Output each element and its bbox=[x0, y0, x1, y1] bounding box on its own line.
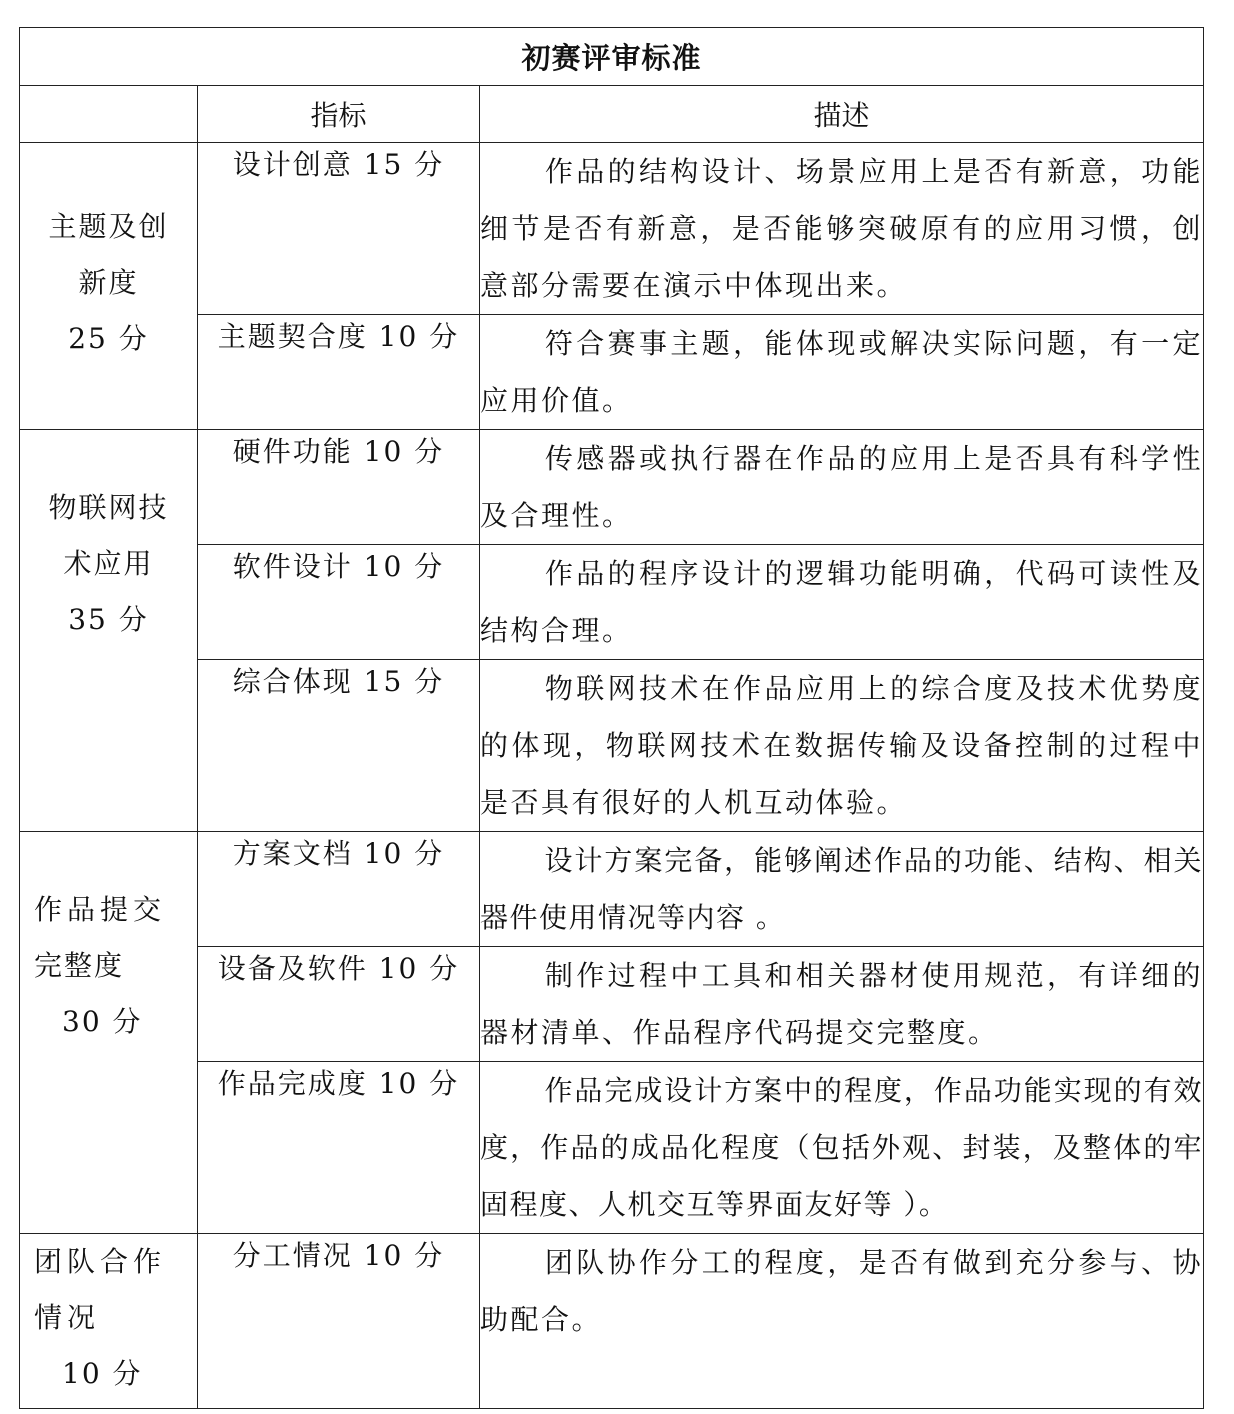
category-name-line: 新度 bbox=[78, 266, 139, 299]
indicator-cell: 作品完成度 10 分 bbox=[198, 1062, 480, 1234]
table-row bbox=[20, 1062, 1204, 1234]
indicator-cell: 设计创意 15 分 bbox=[198, 143, 480, 315]
header-row bbox=[20, 86, 1204, 143]
category-name-line: 主题及创 bbox=[48, 210, 169, 243]
header-blank bbox=[20, 86, 198, 143]
table-row bbox=[20, 430, 1204, 545]
description-cell bbox=[480, 947, 1204, 1062]
category-name-line: 术应用 bbox=[63, 547, 154, 580]
category-cell bbox=[20, 430, 198, 832]
header-description: 描述 bbox=[480, 86, 1204, 143]
description-text: 制作过程中工具和相关器材使用规范，有详细的器材清单、作品程序代码提交完整度。 bbox=[480, 959, 1204, 1049]
description-cell bbox=[480, 1234, 1204, 1409]
category-score: 35 分 bbox=[68, 603, 149, 636]
description-text: 物联网技术在作品应用上的综合度及技术优势度的体现，物联网技术在数据传输及设备控制的过程中是否具有很好的人机互动体验。 bbox=[480, 672, 1204, 819]
indicator-cell: 分工情况 10 分 bbox=[198, 1234, 480, 1409]
description-text: 符合赛事主题，能体现或解决实际问题，有一定应用价值。 bbox=[480, 327, 1204, 417]
description-cell bbox=[480, 832, 1204, 947]
title-row bbox=[20, 28, 1204, 86]
description-cell bbox=[480, 660, 1204, 832]
table-row bbox=[20, 143, 1204, 315]
description-text: 传感器或执行器在作品的应用上是否具有科学性及合理性。 bbox=[480, 442, 1204, 532]
table-row bbox=[20, 947, 1204, 1062]
category-score: 30 分 bbox=[62, 1005, 143, 1038]
category-name-line: 完整度 bbox=[34, 949, 125, 982]
description-text: 作品完成设计方案中的程度，作品功能实现的有效度，作品的成品化程度（包括外观、封装，及整体的牢固程度、人机交互等界面友好等 ）。 bbox=[480, 1074, 1204, 1221]
category-name-line: 作品提交 bbox=[34, 893, 167, 926]
criteria-table bbox=[19, 27, 1204, 1409]
description-cell bbox=[480, 143, 1204, 315]
description-cell bbox=[480, 430, 1204, 545]
description-text: 设计方案完备，能够阐述作品的功能、结构、相关器件使用情况等内容 。 bbox=[480, 844, 1204, 934]
category-name-line: 物联网技 bbox=[48, 491, 169, 524]
category-score: 25 分 bbox=[68, 322, 149, 355]
description-text: 团队协作分工的程度，是否有做到充分参与、协助配合。 bbox=[480, 1246, 1204, 1336]
header-indicator: 指标 bbox=[198, 86, 480, 143]
indicator-cell: 方案文档 10 分 bbox=[198, 832, 480, 947]
table-row bbox=[20, 315, 1204, 430]
table-row bbox=[20, 545, 1204, 660]
category-cell bbox=[20, 1234, 198, 1409]
table-row bbox=[20, 660, 1204, 832]
description-cell bbox=[480, 315, 1204, 430]
category-cell bbox=[20, 143, 198, 430]
category-cell bbox=[20, 832, 198, 1234]
description-text: 作品的程序设计的逻辑功能明确，代码可读性及结构合理。 bbox=[480, 557, 1204, 647]
table-row bbox=[20, 1234, 1204, 1409]
table-row bbox=[20, 832, 1204, 947]
indicator-cell: 软件设计 10 分 bbox=[198, 545, 480, 660]
indicator-cell: 硬件功能 10 分 bbox=[198, 430, 480, 545]
indicator-cell: 综合体现 15 分 bbox=[198, 660, 480, 832]
table-title: 初赛评审标准 bbox=[20, 28, 1204, 86]
indicator-cell: 设备及软件 10 分 bbox=[198, 947, 480, 1062]
description-cell bbox=[480, 1062, 1204, 1234]
category-name-line: 情况 bbox=[34, 1301, 101, 1334]
category-name-line: 团队合作 bbox=[34, 1245, 167, 1278]
category-score: 10 分 bbox=[62, 1357, 143, 1390]
description-text: 作品的结构设计、场景应用上是否有新意，功能细节是否有新意，是否能够突破原有的应用习惯，创意部分需要在演示中体现出来。 bbox=[480, 155, 1204, 302]
indicator-cell: 主题契合度 10 分 bbox=[198, 315, 480, 430]
description-cell bbox=[480, 545, 1204, 660]
